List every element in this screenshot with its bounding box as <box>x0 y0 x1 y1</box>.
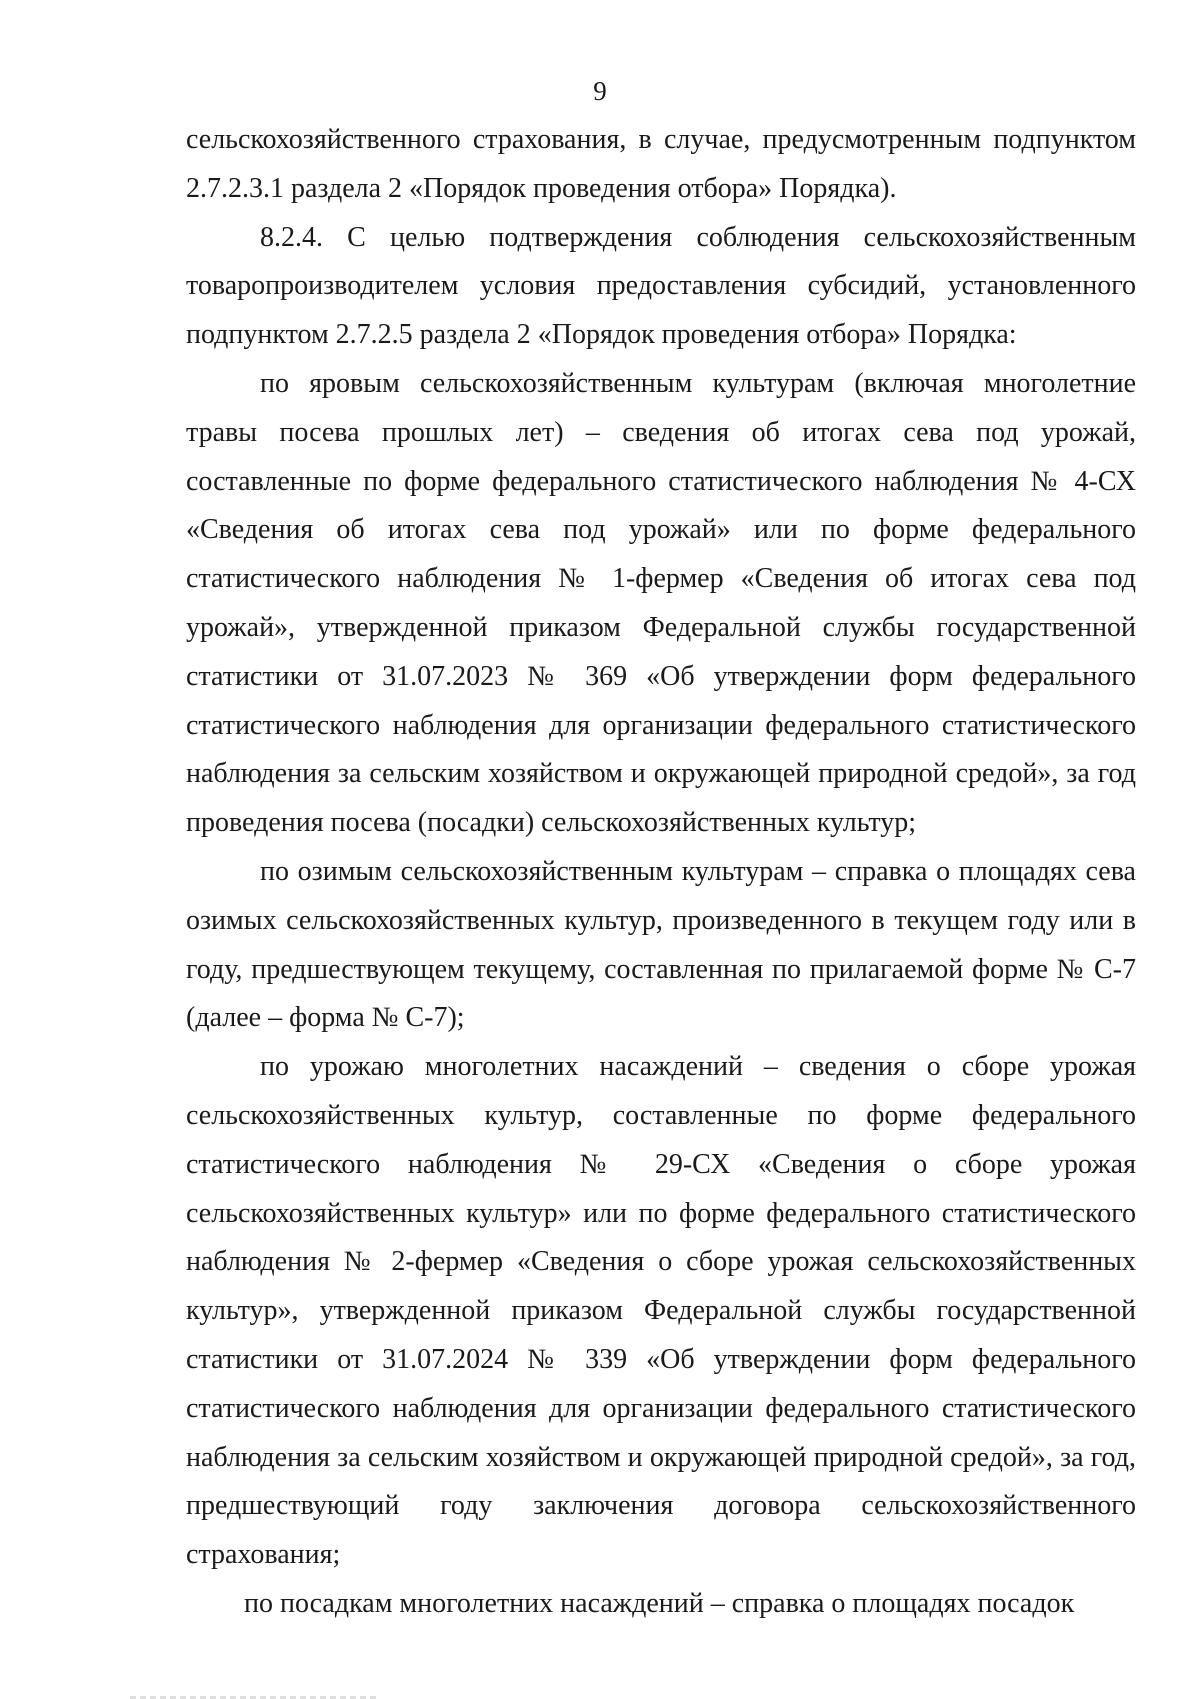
document-body <box>186 116 1136 1629</box>
paragraph-winter-crops: по озимым сельскохозяйственным культурам – справка о площадях сева озимых сельскохозяйственных культур, произведенного в текущем году или в году, предшествующем текущему, составленная по прилагаемой форме № С-7 (далее – форма № С-7); <box>186 855 1136 1034</box>
paragraph-8-2-4: 8.2.4. С целью подтверждения соблюдения сельскохозяйственным товаропроизводителем условия предоставления субсидий, установленного подпунктом 2.7.2.5 раздела 2 «Порядок проведения отбора» Порядка: <box>186 221 1136 351</box>
paragraph-perennial-harvest: по урожаю многолетних насаждений – сведения о сборе урожая сельскохозяйственных культур, составленные по форме федерального статистического наблюдения № 29-СХ «Сведения о сборе урожая сельскохозяйственных культур» или по форме федерального статистического наблюдения № 2-фермер «Сведения о сборе урожая сельскохозяйственных культур», утвержденной приказом Федеральной службы государственной статистики от 31.07.2024 № 339 «Об утверждении форм федерального статистического наблюдения для организации федерального статистического наблюдения за сельским хозяйством и окружающей природной средой», за год, предшествующий году заключения договора сельскохозяйственного страхования; <box>186 1051 1136 1571</box>
page-number: 9 <box>593 76 607 106</box>
paragraph-perennial-plantings: по посадкам многолетних насаждений – справка о площадях посадок <box>244 1587 1075 1619</box>
paragraph-spring-crops: по яровым сельскохозяйственным культурам (включая многолетние травы посева прошлых лет) – сведения об итогах сева под урожай, составленные по форме федерального статистического наблюдения № 4-СХ «Сведения об итогах сева под урожай» или по форме федерального статистического наблюдения № 1-фермер «Сведения об итогах сева под урожай», утвержденной приказом Федеральной службы государственной статистики от 31.07.2023 № 369 «Об утверждении форм федерального статистического наблюдения для организации федерального статистического наблюдения за сельским хозяйством и окружающей природной средой», за год проведения посева (посадки) сельскохозяйственных культур; <box>186 367 1136 839</box>
paragraph-continuation: сельскохозяйственного страхования, в случае, предусмотренным подпунктом 2.7.2.3.1 раздела 2 «Порядок проведения отбора» Порядка). <box>186 124 1136 204</box>
